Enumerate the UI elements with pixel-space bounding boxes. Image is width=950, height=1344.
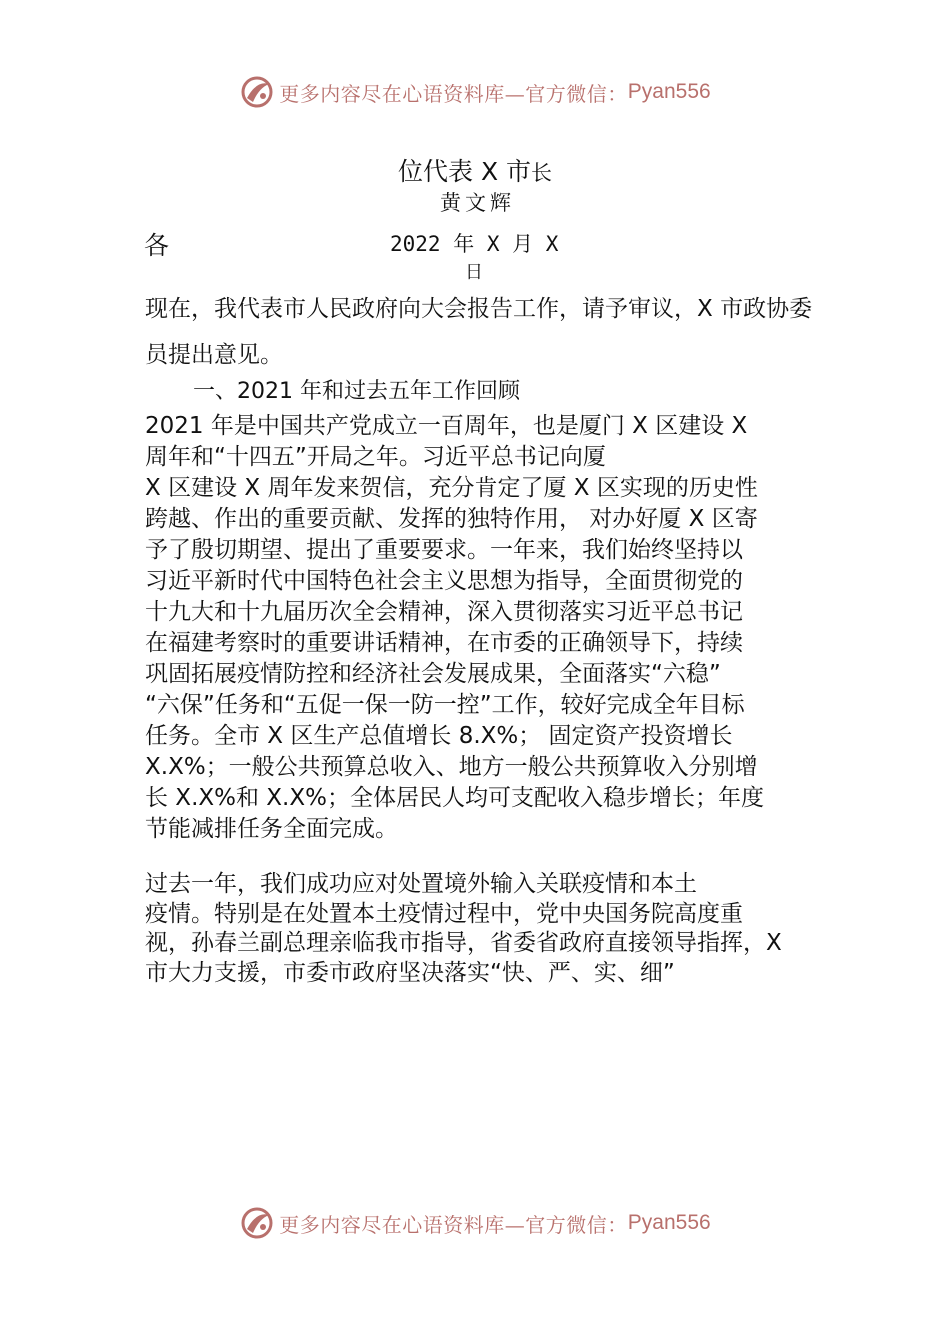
section-heading: 一、2021 年和过去五年工作回顾 xyxy=(193,379,520,404)
paragraph-epidemic: 过去一年，我们成功应对处置境外输入关联疫情和本土 疫情。特别是在处置本土疫情过程中，党中央国务院高度重 视，孙春兰副总理亲临我市指导，省委省政府直接领导指挥，X 市大力支援，市委市政府坚决落实“快、严、实、细” xyxy=(145,871,782,986)
page-title: 位代表 X 市长 xyxy=(398,157,553,186)
watermark-text: 更多内容尽在心语资料库—官方微信： xyxy=(279,1212,628,1237)
watermark-header xyxy=(0,72,950,112)
logo-icon xyxy=(239,1205,275,1241)
logo-icon xyxy=(239,74,275,110)
date-prefix: 各 xyxy=(144,231,170,260)
date: 2022 年 X 月 X xyxy=(390,232,559,256)
paragraph-review: 2021 年是中国共产党成立一百周年，也是厦门 X 区建设 X 周年和“十四五”开局之年。习近平总书记向厦 X 区建设 X 周年发来贺信，充分肯定了厦 X 区实现的历史性 跨越、作出的重要贡献、发挥的独特作用， 对办好厦 X 区寄 予了殷切期望、提出了重要要求。一年来，我们始终坚持以 习近平新时代中国特色社会主义思想为指导，全面贯彻党的 十九大和十九届历次全会精神，深入贯彻落实习近平总书记 在福建考察时的重要讲话精神，在市委的正确领导下，持续 巩固拓展疫情防控和经济社会发展成果，全面落实“六稳” “六保”任务和“五促一保一防一控”工作，较好完成全年目标 任务。全市 X 区生产总值增长 8.X%； 固定资产投资增长 X.X%；一般公共预算总收入、地方一般公共预算收入分别增 长 X.X%和 X.X%；全体居民人均可支配收入稳步增长；年度 节能减排任务全面完成。 xyxy=(145,413,764,842)
watermark-footer xyxy=(0,1203,950,1243)
author: 黄文辉 xyxy=(440,191,515,215)
watermark-text: 更多内容尽在心语资料库—官方微信： xyxy=(279,81,628,106)
paragraph-intro: 现在，我代表市人民政府向大会报告工作，请予审议，X 市政协委员提出意见。 xyxy=(145,296,813,368)
date-day: 日 xyxy=(465,262,483,283)
watermark-id: Pyan556 xyxy=(627,80,711,103)
watermark-id: Pyan556 xyxy=(627,1211,711,1234)
